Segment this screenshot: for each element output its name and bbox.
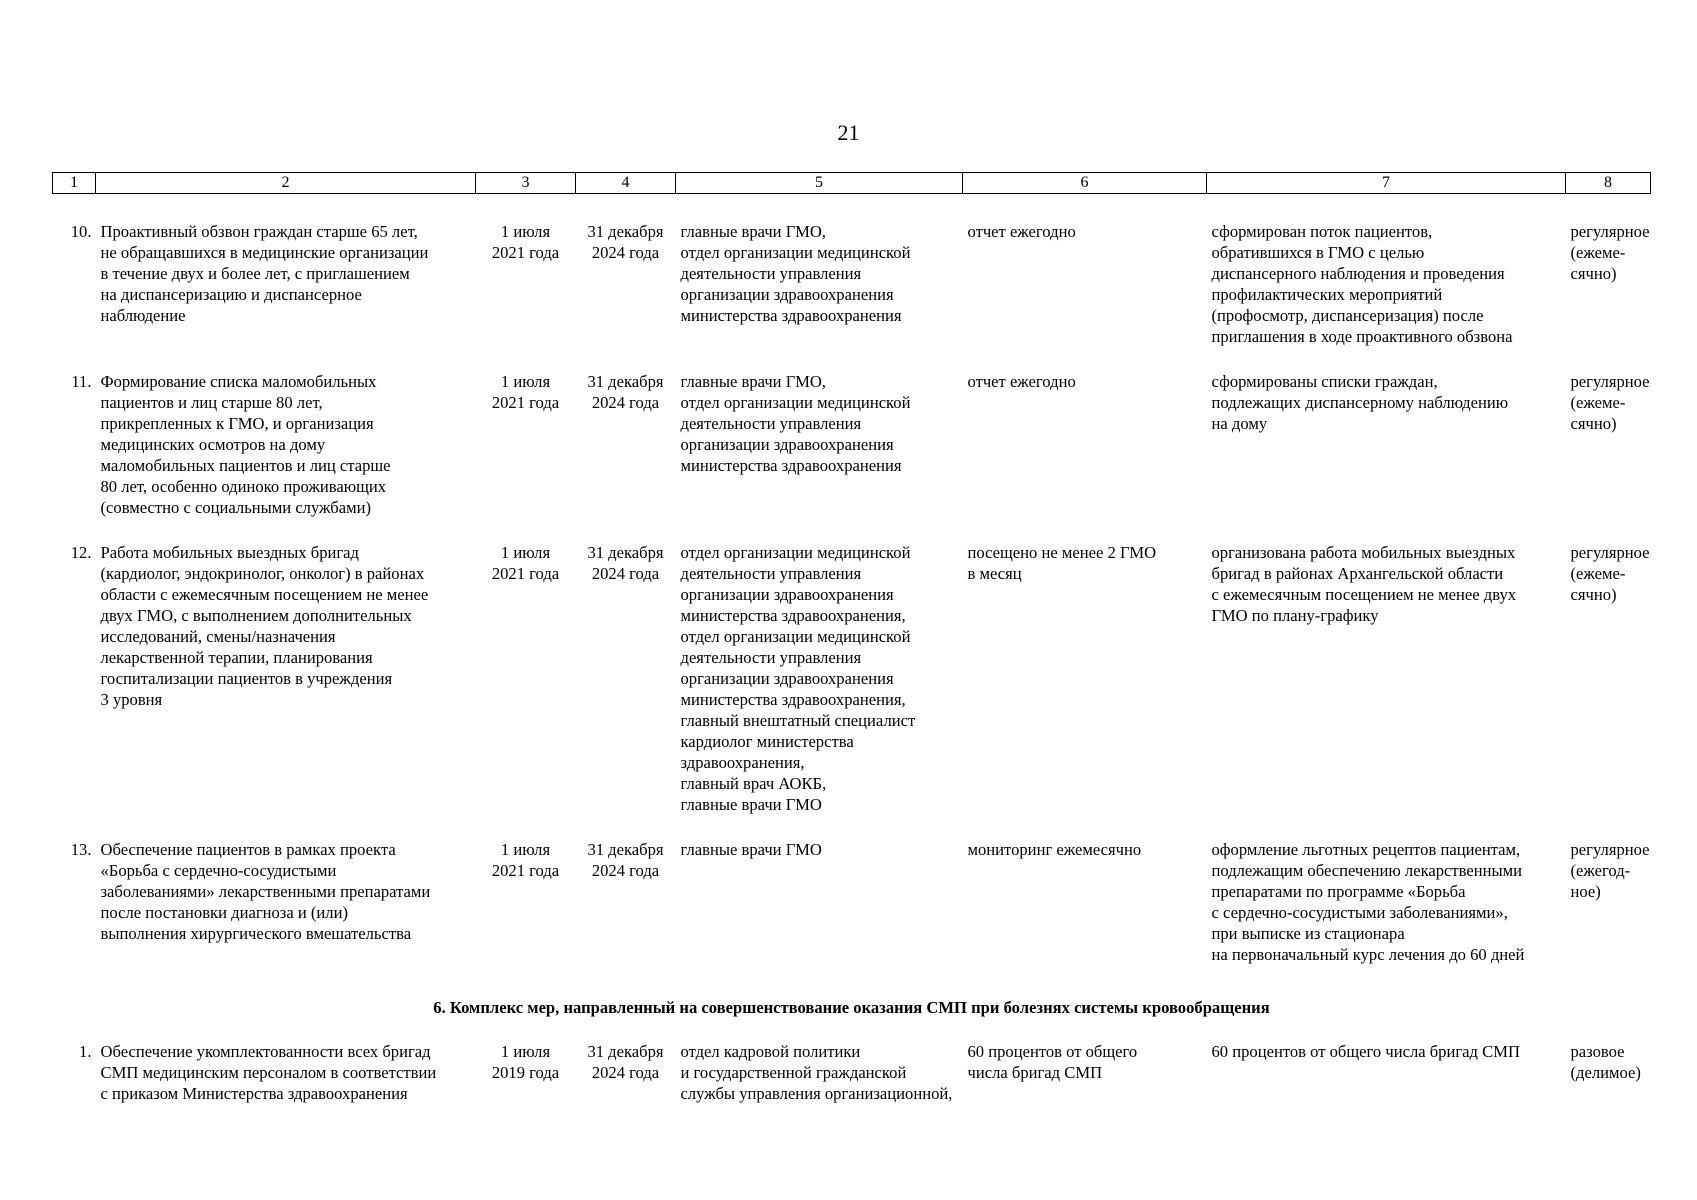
measure-name-cell-line: СМП медицинским персоналом в соответствии: [100, 1063, 437, 1082]
result-cell-line: препаратами по программе «Борьба: [1211, 882, 1466, 901]
control-form-cell-line: отчет ежегодно: [967, 222, 1076, 241]
column-header: 5: [676, 173, 963, 194]
responsible-cell-line: деятельности управления: [680, 564, 862, 583]
row-number: 12.: [70, 543, 92, 562]
responsible-cell-line: главный врач АОКБ,: [680, 774, 827, 793]
frequency-cell-line: (ежеме-: [1570, 564, 1626, 583]
table-row: [53, 542, 1651, 839]
responsible-cell-line: кардиолог министерства: [680, 732, 854, 751]
frequency-cell-line: (ежеме-: [1570, 393, 1626, 412]
measure-name-cell-line: госпитализации пациентов в учреждения: [100, 669, 393, 688]
measure-name-cell: [96, 1041, 476, 1128]
responsible-cell-line: организации здравоохранения: [680, 585, 894, 604]
column-header: 6: [963, 173, 1207, 194]
end-date-cell-line: 31 декабря: [587, 840, 664, 859]
end-date-cell-line: 31 декабря: [587, 372, 664, 391]
start-date-cell: [476, 542, 576, 839]
start-date-cell-line: 2021 года: [491, 393, 560, 412]
responsible-cell: [676, 371, 963, 542]
result-cell-line: приглашения в ходе проактивного обзвона: [1211, 327, 1513, 346]
start-date-cell-line: 2021 года: [491, 564, 560, 583]
end-date-cell: [576, 371, 676, 542]
start-date-cell-line: 2021 года: [491, 861, 560, 880]
responsible-cell-line: организации здравоохранения: [680, 285, 894, 304]
responsible-cell: [676, 221, 963, 371]
responsible-cell-line: отдел кадровой политики: [680, 1042, 861, 1061]
result-cell-line: на первоначальный курс лечения до 60 дней: [1211, 945, 1525, 964]
result-cell-line: сформированы списки граждан,: [1211, 372, 1438, 391]
column-header: 8: [1566, 173, 1651, 194]
control-form-cell-line: мониторинг ежемесячно: [967, 840, 1142, 859]
responsible-cell-line: отдел организации медицинской: [680, 393, 911, 412]
frequency-cell-line: сячно): [1570, 585, 1617, 604]
result-cell-line: ГМО по плану-графику: [1211, 606, 1379, 625]
end-date-cell-line: 31 декабря: [587, 543, 664, 562]
result-cell: [1207, 371, 1566, 542]
result-cell-line: с ежемесячным посещением не менее двух: [1211, 585, 1517, 604]
measure-name-cell-line: Работа мобильных выездных бригад: [100, 543, 359, 562]
responsible-cell-line: главные врачи ГМО,: [680, 372, 826, 391]
column-header: 2: [96, 173, 476, 194]
measure-name-cell-line: в течение двух и более лет, с приглашением: [100, 264, 410, 283]
column-header: 7: [1207, 173, 1566, 194]
table-row: [53, 1041, 1651, 1128]
responsible-cell-line: министерства здравоохранения,: [680, 606, 906, 625]
frequency-cell-line: разовое: [1570, 1042, 1625, 1061]
measure-name-cell-line: наблюдение: [100, 306, 186, 325]
frequency-cell: [1566, 371, 1651, 542]
responsible-cell-line: министерства здравоохранения: [680, 306, 902, 325]
control-form-cell: [963, 839, 1207, 989]
column-header: 3: [476, 173, 576, 194]
result-cell: [1207, 542, 1566, 839]
result-cell-line: профилактических мероприятий: [1211, 285, 1443, 304]
responsible-cell: [676, 542, 963, 839]
row-number: 11.: [71, 372, 92, 391]
start-date-cell: [476, 1041, 576, 1128]
end-date-cell-line: 31 декабря: [587, 222, 664, 241]
end-date-cell-line: 2024 года: [591, 564, 660, 583]
responsible-cell-line: министерства здравоохранения,: [680, 690, 906, 709]
end-date-cell-line: 2024 года: [591, 243, 660, 262]
start-date-cell-line: 1 июля: [500, 1042, 551, 1061]
control-form-cell-line: отчет ежегодно: [967, 372, 1076, 391]
start-date-cell: [476, 839, 576, 989]
measure-name-cell-line: на диспансеризацию и диспансерное: [100, 285, 362, 304]
frequency-cell-line: (ежегод-: [1570, 861, 1631, 880]
end-date-cell: [576, 1041, 676, 1128]
responsible-cell-line: министерства здравоохранения: [680, 456, 902, 475]
measure-name-cell-line: исследований, смены/назначения: [100, 627, 336, 646]
result-cell-line: бригад в районах Архангельской области: [1211, 564, 1504, 583]
responsible-cell-line: и государственной гражданской: [680, 1063, 907, 1082]
control-form-cell-line: посещено не менее 2 ГМО: [967, 543, 1157, 562]
result-cell-line: с сердечно-сосудистыми заболеваниями»,: [1211, 903, 1508, 922]
responsible-cell: [676, 839, 963, 989]
responsible-cell-line: здравоохранения,: [680, 753, 805, 772]
control-form-cell: [963, 542, 1207, 839]
section-title: 6. Комплекс мер, направленный на совершенствование оказания СМП при болезнях системы кровообращения: [433, 998, 1270, 1017]
end-date-cell: [576, 221, 676, 371]
measure-name-cell-line: выполнения хирургического вмешательства: [100, 924, 412, 943]
row-number: 13.: [70, 840, 92, 859]
frequency-cell-line: сячно): [1570, 264, 1617, 283]
result-cell: [1207, 221, 1566, 371]
control-form-cell-line: 60 процентов от общего: [967, 1042, 1138, 1061]
result-cell-line: организована работа мобильных выездных: [1211, 543, 1516, 562]
measure-name-cell: [96, 221, 476, 371]
frequency-cell-line: регулярное: [1570, 840, 1650, 859]
measure-name-cell: [96, 371, 476, 542]
measure-name-cell-line: пациентов и лиц старше 80 лет,: [100, 393, 323, 412]
end-date-cell: [576, 839, 676, 989]
measure-name-cell-line: прикрепленных к ГМО, и организация: [100, 414, 374, 433]
measure-name-cell-line: лекарственной терапии, планирования: [100, 648, 373, 667]
responsible-cell-line: службы управления организационной,: [680, 1084, 953, 1103]
frequency-cell: [1566, 542, 1651, 839]
result-cell-line: подлежащих диспансерному наблюдению: [1211, 393, 1509, 412]
responsible-cell-line: главные врачи ГМО: [680, 795, 822, 814]
measure-name-cell: [96, 839, 476, 989]
frequency-cell-line: ное): [1570, 882, 1601, 901]
row-number: 1.: [79, 1042, 92, 1061]
responsible-cell-line: деятельности управления: [680, 414, 862, 433]
start-date-cell: [476, 371, 576, 542]
frequency-cell-line: регулярное: [1570, 543, 1650, 562]
frequency-cell: [1566, 221, 1651, 371]
measure-name-cell-line: не обращавшихся в медицинские организации: [100, 243, 429, 262]
responsible-cell-line: организации здравоохранения: [680, 669, 894, 688]
result-cell-line: (профосмотр, диспансеризация) после: [1211, 306, 1484, 325]
measure-name-cell-line: Обеспечение укомплектованности всех бригад: [100, 1042, 431, 1061]
end-date-cell: [576, 542, 676, 839]
result-cell-line: оформление льготных рецептов пациентам,: [1211, 840, 1521, 859]
responsible-cell-line: главный внештатный специалист: [680, 711, 916, 730]
responsible-cell: [676, 1041, 963, 1128]
start-date-cell-line: 1 июля: [500, 840, 551, 859]
start-date-cell: [476, 221, 576, 371]
responsible-cell-line: деятельности управления: [680, 264, 862, 283]
page-number: 21: [837, 120, 860, 145]
table-body: [53, 194, 1651, 1129]
start-date-cell-line: 1 июля: [500, 372, 551, 391]
frequency-cell-line: регулярное: [1570, 222, 1650, 241]
frequency-cell-line: (ежеме-: [1570, 243, 1626, 262]
measure-name-cell-line: «Борьба с сердечно-сосудистыми: [100, 861, 337, 880]
result-cell-line: диспансерного наблюдения и проведения: [1211, 264, 1505, 283]
start-date-cell-line: 2021 года: [491, 243, 560, 262]
result-cell-line: обратившихся в ГМО с целью: [1211, 243, 1425, 262]
responsible-cell-line: деятельности управления: [680, 648, 862, 667]
result-cell: [1207, 1041, 1566, 1128]
end-date-cell-line: 2024 года: [591, 861, 660, 880]
responsible-cell-line: организации здравоохранения: [680, 435, 894, 454]
end-date-cell-line: 2024 года: [591, 1063, 660, 1082]
measure-name-cell-line: после постановки диагноза и (или): [100, 903, 348, 922]
result-cell-line: подлежащим обеспечению лекарственными: [1211, 861, 1523, 880]
measure-name-cell-line: заболеваниями» лекарственными препаратами: [100, 882, 431, 901]
measure-name-cell-line: (кардиолог, эндокринолог, онколог) в районах: [100, 564, 425, 583]
control-form-cell: [963, 371, 1207, 542]
start-date-cell-line: 1 июля: [500, 543, 551, 562]
table-row: [53, 839, 1651, 989]
end-date-cell-line: 2024 года: [591, 393, 660, 412]
control-form-cell-line: числа бригад СМП: [967, 1063, 1103, 1082]
control-form-cell-line: в месяц: [967, 564, 1022, 583]
frequency-cell: [1566, 839, 1651, 989]
measure-name-cell-line: медицинских осмотров на дому: [100, 435, 326, 454]
frequency-cell: [1566, 1041, 1651, 1128]
measure-name-cell: [96, 542, 476, 839]
control-form-cell: [963, 221, 1207, 371]
measure-name-cell-line: двух ГМО, с выполнением дополнительных: [100, 606, 412, 625]
column-header: 4: [576, 173, 676, 194]
frequency-cell-line: сячно): [1570, 414, 1617, 433]
measure-name-cell-line: маломобильных пациентов и лиц старше: [100, 456, 391, 475]
measure-name-cell-line: с приказом Министерства здравоохранения: [100, 1084, 408, 1103]
result-cell-line: на дому: [1211, 414, 1268, 433]
measure-name-cell-line: Проактивный обзвон граждан старше 65 лет,: [100, 222, 418, 241]
responsible-cell-line: отдел организации медицинской: [680, 543, 911, 562]
table-row: [53, 221, 1651, 371]
responsible-cell-line: главные врачи ГМО,: [680, 222, 826, 241]
table-row: [53, 371, 1651, 542]
frequency-cell-line: (делимое): [1570, 1063, 1641, 1082]
measure-name-cell-line: Обеспечение пациентов в рамках проекта: [100, 840, 396, 859]
column-number-header: [53, 173, 1651, 194]
result-cell: [1207, 839, 1566, 989]
measure-name-cell-line: области с ежемесячным посещением не менее: [100, 585, 429, 604]
measure-name-cell-line: (совместно с социальными службами): [100, 498, 371, 517]
row-number: 10.: [70, 222, 92, 241]
control-form-cell: [963, 1041, 1207, 1128]
result-cell-line: сформирован поток пациентов,: [1211, 222, 1433, 241]
responsible-cell-line: отдел организации медицинской: [680, 243, 911, 262]
result-cell-line: 60 процентов от общего числа бригад СМП: [1211, 1042, 1520, 1061]
start-date-cell-line: 1 июля: [500, 222, 551, 241]
responsible-cell-line: отдел организации медицинской: [680, 627, 911, 646]
end-date-cell-line: 31 декабря: [587, 1042, 664, 1061]
frequency-cell-line: регулярное: [1570, 372, 1650, 391]
measure-name-cell-line: Формирование списка маломобильных: [100, 372, 377, 391]
measure-name-cell-line: 80 лет, особенно одиноко проживающих: [100, 477, 387, 496]
column-header: 1: [53, 173, 96, 194]
measures-table: [52, 172, 1651, 1128]
section-heading-row: [53, 989, 1651, 1041]
responsible-cell-line: главные врачи ГМО: [680, 840, 822, 859]
measure-name-cell-line: 3 уровня: [100, 690, 163, 709]
start-date-cell-line: 2019 года: [491, 1063, 560, 1082]
result-cell-line: при выписке из стационара: [1211, 924, 1405, 943]
